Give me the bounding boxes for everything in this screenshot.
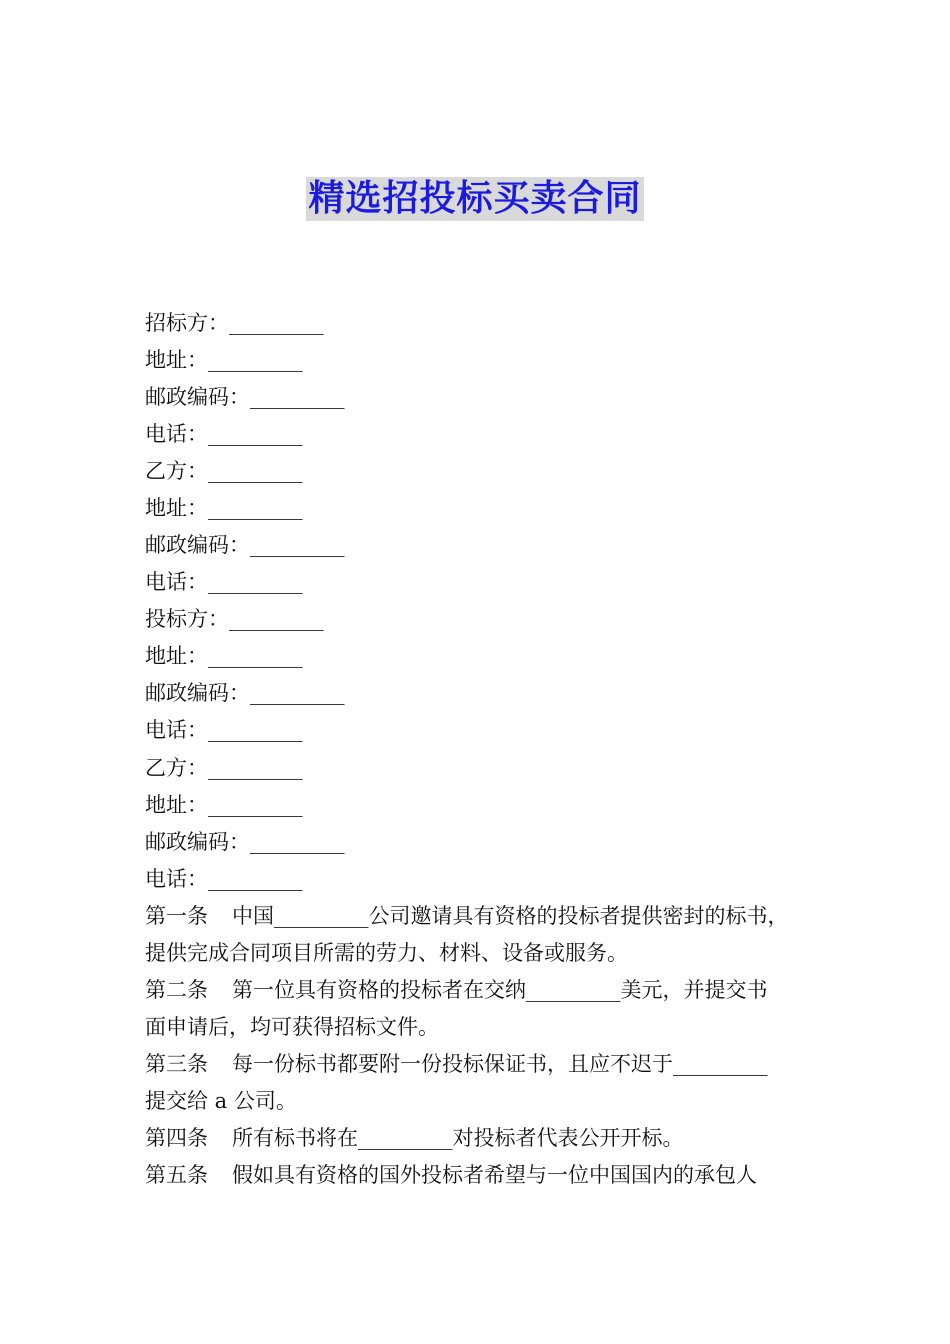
field-label: 地址： [145, 644, 208, 668]
article-text: 假如具有资格的国外投标者希望与一位中国国内的承包人 [232, 1163, 757, 1187]
field-label: 电话： [145, 867, 208, 891]
article-number: 第二条 [145, 978, 208, 1002]
article-text: 第一位具有资格的投标者在交纳_________美元，并提交书 [232, 978, 768, 1002]
field-blank: _________ [250, 681, 345, 705]
article-4 [145, 1120, 810, 1157]
field-line [145, 641, 303, 671]
field-line [145, 382, 345, 412]
field-line [145, 864, 303, 894]
field-line [145, 308, 324, 338]
field-label: 招标方： [145, 311, 229, 335]
field-blank: _________ [208, 867, 303, 891]
article-text: 所有标书将在_________对投标者代表公开开标。 [232, 1126, 684, 1150]
field-label: 乙方： [145, 459, 208, 483]
article-text: 提交给 a 公司。 [145, 1089, 297, 1113]
document-title: 精选招投标买卖合同 [308, 178, 642, 219]
field-line [145, 790, 303, 820]
article-line [145, 1120, 810, 1157]
field-blank: _________ [250, 830, 345, 854]
article-text: 每一份标书都要附一份投标保证书，且应不迟于_________ [232, 1052, 768, 1076]
title-wrap [0, 177, 950, 221]
field-line [145, 604, 324, 634]
field-line [145, 530, 345, 560]
field-blank: _________ [208, 793, 303, 817]
field-label: 地址： [145, 348, 208, 372]
article-1 [145, 898, 810, 972]
article-3 [145, 1046, 810, 1120]
field-line [145, 715, 303, 745]
article-5 [145, 1157, 810, 1194]
field-line [145, 567, 303, 597]
field-label: 邮政编码： [145, 385, 250, 409]
field-label: 乙方： [145, 756, 208, 780]
article-number: 第五条 [145, 1163, 208, 1187]
field-blank: _________ [250, 385, 345, 409]
field-blank: _________ [208, 422, 303, 446]
field-blank: _________ [208, 718, 303, 742]
article-line [145, 935, 810, 972]
article-2 [145, 972, 810, 1046]
field-blank: _________ [208, 496, 303, 520]
article-line [145, 898, 810, 935]
field-blank: _________ [250, 533, 345, 557]
article-number: 第三条 [145, 1052, 208, 1076]
article-line [145, 1083, 810, 1120]
field-label: 电话： [145, 422, 208, 446]
field-label: 地址： [145, 496, 208, 520]
field-blank: _________ [208, 644, 303, 668]
field-label: 邮政编码： [145, 681, 250, 705]
article-line [145, 972, 810, 1009]
field-blank: _________ [229, 607, 324, 631]
article-line [145, 1046, 810, 1083]
field-blank: _________ [208, 570, 303, 594]
article-line [145, 1009, 810, 1046]
field-label: 投标方： [145, 607, 229, 631]
article-text: 中国_________公司邀请具有资格的投标者提供密封的标书， [232, 904, 789, 928]
field-blank: _________ [229, 311, 324, 335]
article-number: 第四条 [145, 1126, 208, 1150]
article-text: 提供完成合同项目所需的劳力、材料、设备或服务。 [145, 941, 628, 965]
field-label: 邮政编码： [145, 533, 250, 557]
article-number: 第一条 [145, 904, 208, 928]
field-label: 邮政编码： [145, 830, 250, 854]
field-line [145, 678, 345, 708]
article-text: 面申请后，均可获得招标文件。 [145, 1015, 439, 1039]
field-blank: _________ [208, 459, 303, 483]
field-line [145, 827, 345, 857]
field-line [145, 456, 303, 486]
field-line [145, 419, 303, 449]
field-line [145, 493, 303, 523]
field-line [145, 753, 303, 783]
field-label: 电话： [145, 570, 208, 594]
article-line [145, 1157, 810, 1194]
field-blank: _________ [208, 756, 303, 780]
field-blank: _________ [208, 348, 303, 372]
field-label: 地址： [145, 793, 208, 817]
field-line [145, 345, 303, 375]
field-label: 电话： [145, 718, 208, 742]
